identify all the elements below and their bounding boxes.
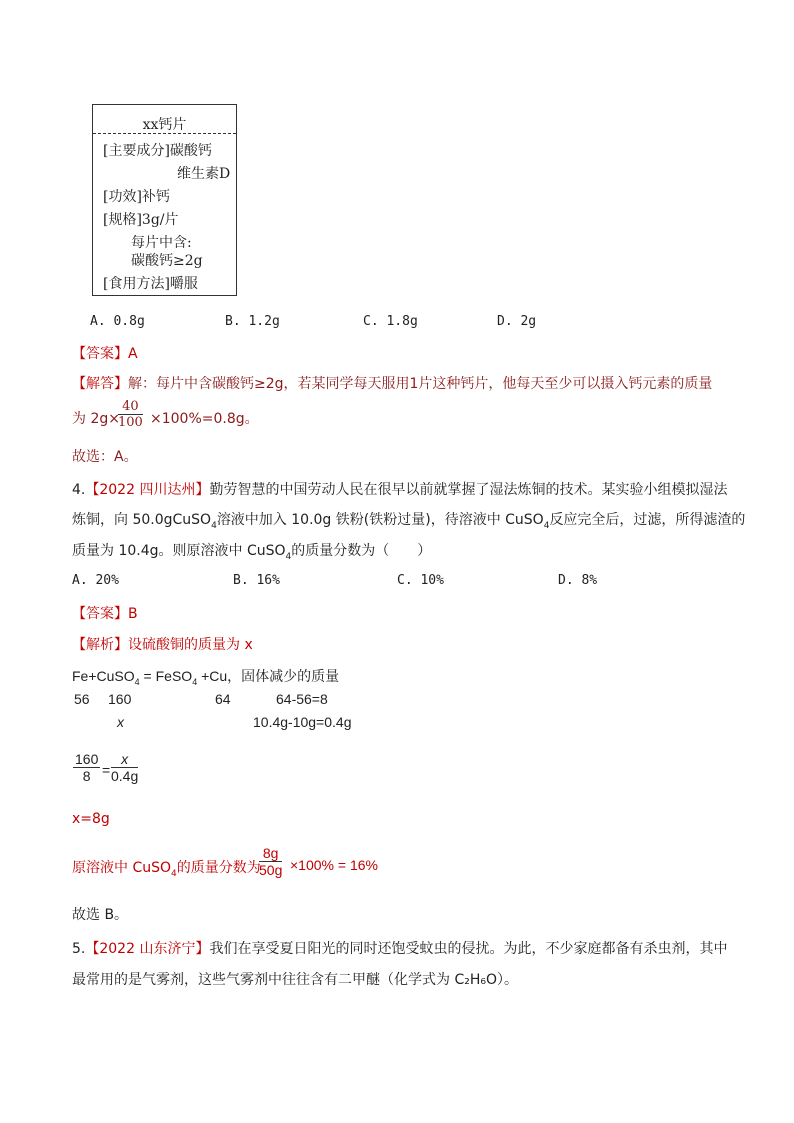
stem-text: 炼铜，向 50.0gCuSO — [72, 512, 212, 528]
label-line: 维生素D — [177, 166, 231, 182]
text-part: 原溶液中 CuSO — [72, 860, 172, 876]
option-b: B. 16% — [233, 573, 280, 588]
subscript: 4 — [192, 676, 198, 687]
label-line: 碳酸钙≥2g — [131, 253, 203, 269]
subscript: 4 — [171, 868, 177, 879]
question-source: 【2022 山东济宁】 — [85, 941, 210, 957]
percentage-result: ×100% = 16% — [290, 857, 378, 873]
product-label-box — [92, 104, 237, 296]
option-a: A. 20% — [72, 573, 119, 588]
label-line: [规格]3g/片 — [103, 212, 179, 228]
label-divider — [93, 133, 236, 134]
option-a: A. 0.8g — [90, 314, 145, 329]
question-stem: 我们在享受夏日阳光的同时还饱受蚊虫的侵扰。为此，不少家庭都备有杀虫剂，其中 — [209, 941, 728, 957]
fraction-numerator: 40 — [118, 399, 143, 415]
analysis-tag: 【解析】 — [72, 637, 128, 653]
stem-text: 溶液中加入 10.0g 铁粉(铁粉过量)，待溶液中 CuSO — [216, 512, 544, 528]
solution-fraction — [118, 399, 143, 430]
text-part: 的质量分数为 — [176, 860, 261, 876]
solution-line — [72, 373, 712, 393]
fraction-denominator: 8 — [82, 768, 91, 784]
mass-diff: 10.4g-10g=0.4g — [253, 714, 352, 730]
mass-value: 64-56=8 — [276, 691, 328, 707]
option-c: C. 10% — [397, 573, 444, 588]
option-d: D. 8% — [558, 573, 598, 588]
analysis-text: 设硫酸铜的质量为 x — [128, 637, 253, 653]
question-number: 5. — [72, 941, 86, 957]
x-result: x=8g — [72, 811, 110, 827]
fraction-denominator: 50g — [259, 862, 283, 878]
question-4-line2 — [72, 509, 745, 531]
reaction-equation — [72, 666, 339, 687]
fraction-numerator: 8g — [259, 845, 282, 862]
question-number: 4. — [72, 482, 86, 498]
equals-sign: = — [102, 762, 111, 778]
equation-part: +Cu，固体减少的质量 — [197, 668, 340, 684]
proportion-left — [73, 751, 100, 784]
answer-tag: 【答案】 — [72, 346, 128, 362]
option-b: B. 1.2g — [225, 314, 280, 329]
label-line: [主要成分]碳酸钙 — [103, 143, 212, 159]
answer-value: A — [128, 346, 138, 362]
label-line: [食用方法]嚼服 — [103, 276, 198, 292]
solution-prefix: 为 2g× — [72, 411, 120, 427]
subscript: 4 — [543, 520, 550, 531]
label-line: 每片中含: — [131, 235, 192, 251]
subscript: 4 — [285, 551, 292, 562]
question-source: 【2022 四川达州】 — [85, 482, 210, 498]
option-d: D. 2g — [497, 314, 537, 329]
variable-x: x — [117, 714, 124, 730]
answer-value: B — [128, 606, 138, 622]
option-c: C. 1.8g — [363, 314, 418, 329]
proportion-right — [111, 751, 138, 784]
subscript: 4 — [211, 520, 217, 531]
question-4-line3 — [72, 540, 431, 562]
percentage-text — [72, 857, 261, 879]
mass-value: 64 — [215, 691, 231, 707]
solution-text: 解：每片中含碳酸钙≥2g，若某同学每天服用1片这种钙片，他每天至少可以摄入钙元素的质量 — [128, 376, 713, 392]
solution-suffix: ×100%=0.8g。 — [150, 411, 259, 427]
label-line: [功效]补钙 — [103, 189, 170, 205]
fraction-denominator: 100 — [118, 415, 143, 430]
question-stem: 勤劳智慧的中国劳动人民在很早以前就掌握了湿法炼铜的技术。某实验小组模拟湿法 — [209, 482, 728, 498]
percentage-fraction — [259, 845, 282, 878]
solution-tag: 【解答】 — [72, 376, 128, 392]
question-5-line1 — [72, 938, 727, 958]
conclusion: 故选 B。 — [72, 907, 129, 923]
stem-text: 的质量分数为（ ） — [291, 543, 432, 559]
question-4-line1 — [72, 479, 727, 499]
equation-part: = FeSO — [139, 668, 193, 684]
answer-line — [72, 343, 138, 363]
question-5-line2: 最常用的是气雾剂，这些气雾剂中往往含有二甲醚（化学式为 C₂H₆O）。 — [72, 972, 518, 988]
fraction-numerator: x — [111, 751, 138, 768]
stem-text: 反应完全后，过滤，所得滤渣的 — [549, 512, 746, 528]
mass-value: 56 — [74, 691, 90, 707]
equation-part: Fe+CuSO — [72, 668, 135, 684]
label-title: xx钙片 — [142, 117, 187, 133]
conclusion: 故选：A。 — [72, 449, 138, 465]
fraction-denominator: 0.4g — [111, 768, 139, 784]
answer-line — [72, 603, 138, 623]
mass-value: 160 — [108, 691, 132, 707]
fraction-numerator: 160 — [75, 751, 99, 767]
subscript: 4 — [134, 676, 140, 687]
answer-tag: 【答案】 — [72, 606, 128, 622]
analysis-line — [72, 634, 253, 654]
stem-text: 质量为 10.4g。则原溶液中 CuSO — [72, 543, 286, 559]
